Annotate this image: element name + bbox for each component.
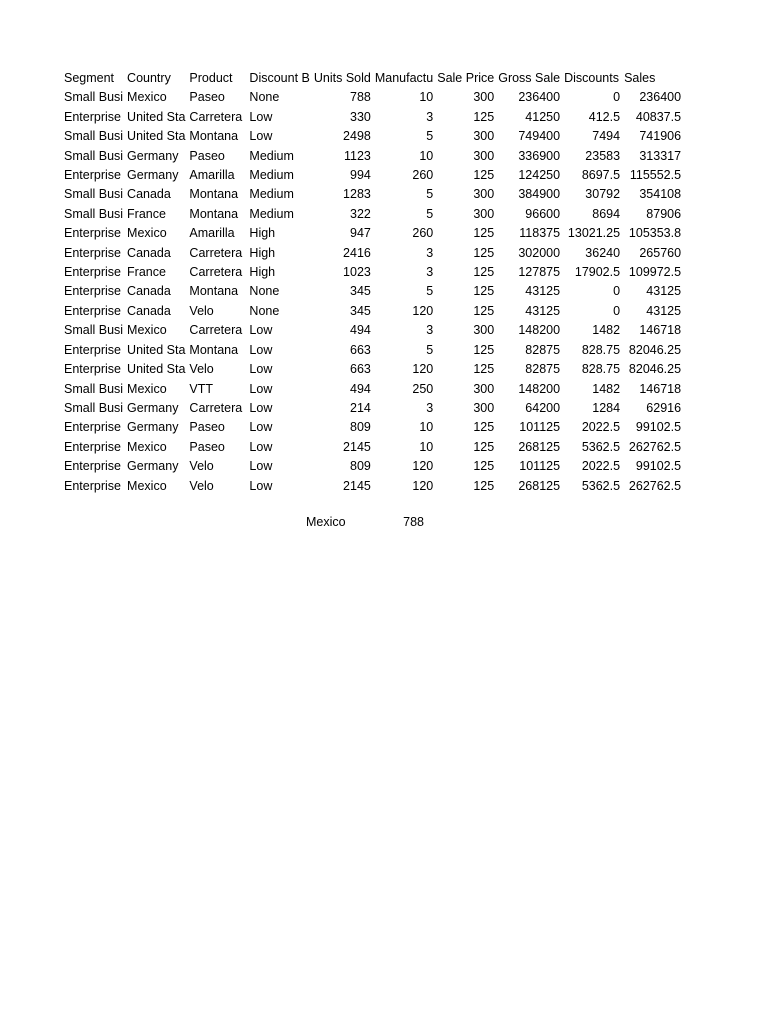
cell-country[interactable]: Canada xyxy=(127,187,171,202)
cell-sales[interactable]: 262762.5 xyxy=(628,478,682,493)
cell-units-sold[interactable]: 788 xyxy=(350,90,371,105)
cell-gross-sales[interactable]: 118375 xyxy=(519,226,561,241)
table-row xyxy=(62,321,683,340)
cell-country[interactable]: United Sta xyxy=(127,342,186,357)
cell-country[interactable]: United Sta xyxy=(127,362,186,377)
cell-segment[interactable]: Small Busi xyxy=(64,148,124,163)
cell-sales[interactable]: 99102.5 xyxy=(635,459,682,474)
cell-sale-price[interactable]: 300 xyxy=(473,129,495,144)
cell-gross-sales[interactable]: 268125 xyxy=(518,439,561,454)
table-row xyxy=(62,244,683,263)
cell-discount-band[interactable]: Low xyxy=(249,439,273,454)
cell-sale-price[interactable]: 125 xyxy=(473,303,495,318)
cell-country[interactable]: United Sta xyxy=(127,129,186,144)
cell-product[interactable]: Velo xyxy=(189,478,214,493)
cell-sale-price[interactable]: 125 xyxy=(473,109,495,124)
cell-gross-sales[interactable]: 43125 xyxy=(525,284,561,299)
cell-sale-price[interactable]: 125 xyxy=(473,226,495,241)
cell-gross-sales[interactable]: 82875 xyxy=(525,342,561,357)
cell-sale-price[interactable]: 125 xyxy=(473,420,495,435)
cell-segment[interactable]: Small Busi xyxy=(64,90,124,105)
cell-units-sold[interactable]: 2416 xyxy=(343,245,371,260)
cell-product[interactable]: Montana xyxy=(189,129,239,144)
cell-product[interactable]: Paseo xyxy=(189,439,225,454)
cell-discount-band[interactable]: Low xyxy=(249,459,273,474)
cell-gross-sales[interactable]: 384900 xyxy=(518,187,561,202)
cell-country[interactable]: Canada xyxy=(127,303,171,318)
cell-manufacturing-price[interactable]: 10 xyxy=(419,148,434,163)
cell-manufacturing-price[interactable]: 3 xyxy=(426,245,434,260)
table-row xyxy=(62,341,683,360)
table-row xyxy=(62,418,683,437)
cell-country[interactable]: Germany xyxy=(127,168,179,183)
cell-discount-band[interactable]: High xyxy=(249,226,276,241)
cell-discount-band[interactable]: Low xyxy=(249,381,273,396)
cell-discounts[interactable]: 13021.25 xyxy=(567,226,621,241)
cell-product[interactable]: Velo xyxy=(189,459,214,474)
cell-discounts[interactable]: 5362.5 xyxy=(581,478,621,493)
cell-sale-price[interactable]: 300 xyxy=(473,323,495,338)
cell-units-sold[interactable]: 1123 xyxy=(343,148,371,163)
cell-sales[interactable]: 43125 xyxy=(646,284,682,299)
cell-discounts[interactable]: 8694 xyxy=(592,206,621,221)
cell-manufacturing-price[interactable]: 5 xyxy=(426,342,434,357)
cell-sale-price[interactable]: 300 xyxy=(473,187,495,202)
cell-sales[interactable]: 40837.5 xyxy=(635,109,682,124)
cell-product[interactable]: Montana xyxy=(189,342,239,357)
cell-sales[interactable]: 236400 xyxy=(639,90,682,105)
cell-discount-band[interactable]: Medium xyxy=(249,187,294,202)
cell-sales[interactable]: 62916 xyxy=(646,400,682,415)
table-row xyxy=(62,166,683,185)
cell-discount-band[interactable]: Low xyxy=(249,323,273,338)
header-units-sold[interactable]: Units Sold xyxy=(313,71,371,85)
cell-units-sold[interactable]: 345 xyxy=(350,284,371,299)
cell-product[interactable]: Paseo xyxy=(189,148,225,163)
header-manufacturing-price[interactable]: Manufactu xyxy=(374,71,434,85)
header-discount-band[interactable]: Discount B xyxy=(249,71,310,85)
cell-sales[interactable]: 99102.5 xyxy=(635,420,682,435)
cell-units-sold[interactable]: 322 xyxy=(350,206,371,221)
cell-units-sold[interactable]: 663 xyxy=(350,362,371,377)
cell-units-sold[interactable]: 2145 xyxy=(343,439,371,454)
cell-sale-price[interactable]: 300 xyxy=(473,148,495,163)
cell-discounts[interactable]: 2022.5 xyxy=(581,459,621,474)
cell-discount-band[interactable]: Low xyxy=(249,400,273,415)
header-sales[interactable]: Sales xyxy=(624,71,656,85)
cell-gross-sales[interactable]: 96600 xyxy=(525,206,561,221)
cell-discounts[interactable]: 5362.5 xyxy=(581,439,621,454)
cell-discount-band[interactable]: Medium xyxy=(249,148,294,163)
cell-units-sold[interactable]: 2145 xyxy=(343,478,371,493)
cell-sale-price[interactable]: 125 xyxy=(473,168,495,183)
cell-manufacturing-price[interactable]: 10 xyxy=(419,420,434,435)
table-row xyxy=(62,457,683,476)
cell-discounts[interactable]: 1482 xyxy=(592,381,621,396)
cell-product[interactable]: Amarilla xyxy=(189,226,235,241)
cell-country[interactable]: United Sta xyxy=(127,109,186,124)
cell-discounts[interactable]: 0 xyxy=(613,303,621,318)
cell-sale-price[interactable]: 300 xyxy=(473,381,495,396)
cell-segment[interactable]: Small Busi xyxy=(64,187,124,202)
cell-discount-band[interactable]: None xyxy=(249,90,280,105)
cell-country[interactable]: Germany xyxy=(127,148,179,163)
cell-manufacturing-price[interactable]: 5 xyxy=(426,129,434,144)
cell-segment[interactable]: Enterprise xyxy=(64,439,121,454)
cell-segment[interactable]: Small Busi xyxy=(64,323,124,338)
cell-units-sold[interactable]: 1023 xyxy=(343,265,371,280)
cell-country[interactable]: Mexico xyxy=(127,381,167,396)
cell-sales[interactable]: 741906 xyxy=(639,129,682,144)
cell-sale-price[interactable]: 125 xyxy=(473,284,495,299)
cell-segment[interactable]: Enterprise xyxy=(64,478,121,493)
table-row xyxy=(62,185,683,204)
cell-discount-band[interactable]: High xyxy=(249,265,276,280)
cell-segment[interactable]: Small Busi xyxy=(64,129,124,144)
table-row xyxy=(62,380,683,399)
cell-discounts[interactable]: 8697.5 xyxy=(581,168,621,183)
cell-discounts[interactable]: 30792 xyxy=(585,187,621,202)
table-row xyxy=(62,224,683,243)
cell-segment[interactable]: Small Busi xyxy=(64,400,124,415)
cell-country[interactable]: Mexico xyxy=(127,90,167,105)
cell-country[interactable]: Canada xyxy=(127,284,171,299)
cell-units-sold[interactable]: 809 xyxy=(350,420,371,435)
cell-sales[interactable]: 82046.25 xyxy=(628,362,682,377)
cell-country[interactable]: Mexico xyxy=(127,478,167,493)
cell-sale-price[interactable]: 125 xyxy=(473,245,495,260)
cell-country[interactable]: Mexico xyxy=(127,439,167,454)
cell-manufacturing-price[interactable]: 5 xyxy=(426,284,434,299)
header-discounts[interactable]: Discounts xyxy=(564,71,619,85)
cell-segment[interactable]: Enterprise xyxy=(64,459,121,474)
cell-units-sold[interactable]: 494 xyxy=(350,323,371,338)
cell-segment[interactable]: Enterprise xyxy=(64,226,121,241)
cell-sales[interactable]: 82046.25 xyxy=(628,342,682,357)
table-row xyxy=(62,438,683,457)
cell-units-sold[interactable]: 994 xyxy=(350,168,371,183)
cell-discount-band[interactable]: High xyxy=(249,245,276,260)
cell-manufacturing-price[interactable]: 120 xyxy=(412,303,434,318)
cell-discounts[interactable]: 17902.5 xyxy=(574,265,621,280)
cell-manufacturing-price[interactable]: 5 xyxy=(426,187,434,202)
cell-sales[interactable]: 105353.8 xyxy=(628,226,682,241)
cell-sale-price[interactable]: 300 xyxy=(473,400,495,415)
cell-discount-band[interactable]: None xyxy=(249,284,280,299)
cell-discount-band[interactable]: Low xyxy=(249,129,273,144)
cell-discounts[interactable]: 2022.5 xyxy=(581,420,621,435)
cell-discount-band[interactable]: Low xyxy=(249,362,273,377)
cell-discounts[interactable]: 0 xyxy=(613,90,621,105)
cell-discount-band[interactable]: Medium xyxy=(249,206,294,221)
header-row xyxy=(62,69,683,88)
cell-discounts[interactable]: 7494 xyxy=(592,129,621,144)
cell-gross-sales[interactable]: 148200 xyxy=(518,381,561,396)
cell-discounts[interactable]: 412.5 xyxy=(588,109,621,124)
cell-sales[interactable]: 354108 xyxy=(639,187,682,202)
table-row xyxy=(62,127,683,146)
cell-discounts[interactable]: 828.75 xyxy=(581,342,621,357)
cell-discounts[interactable]: 36240 xyxy=(585,245,621,260)
cell-discounts[interactable]: 1482 xyxy=(592,323,621,338)
cell-manufacturing-price[interactable]: 5 xyxy=(426,206,434,221)
cell-product[interactable]: Montana xyxy=(189,187,239,202)
cell-units-sold[interactable]: 330 xyxy=(350,109,371,124)
cell-country[interactable]: Mexico xyxy=(127,226,167,241)
cell-discounts[interactable]: 828.75 xyxy=(581,362,621,377)
cell-product[interactable]: Amarilla xyxy=(189,168,235,183)
cell-product[interactable]: Carretera xyxy=(189,245,243,260)
cell-manufacturing-price[interactable]: 10 xyxy=(419,439,434,454)
cell-sales[interactable]: 109972.5 xyxy=(628,265,682,280)
cell-sale-price[interactable]: 125 xyxy=(473,478,495,493)
cell-country[interactable]: Germany xyxy=(127,420,179,435)
cell-sale-price[interactable]: 125 xyxy=(473,342,495,357)
cell-discount-band[interactable]: Low xyxy=(249,420,273,435)
cell-manufacturing-price[interactable]: 120 xyxy=(412,459,434,474)
cell-discount-band[interactable]: Low xyxy=(249,109,273,124)
lookup-country-cell[interactable]: Mexico xyxy=(306,515,346,529)
table-row xyxy=(62,282,683,301)
cell-gross-sales[interactable]: 302000 xyxy=(518,245,561,260)
cell-units-sold[interactable]: 494 xyxy=(350,381,371,396)
cell-gross-sales[interactable]: 336900 xyxy=(518,148,561,163)
cell-product[interactable]: VTT xyxy=(189,381,214,396)
cell-discounts[interactable]: 23583 xyxy=(585,148,621,163)
cell-sales[interactable]: 265760 xyxy=(639,245,682,260)
cell-gross-sales[interactable]: 268125 xyxy=(518,478,561,493)
cell-sales[interactable]: 146718 xyxy=(639,323,682,338)
cell-sale-price[interactable]: 125 xyxy=(473,459,495,474)
header-segment[interactable]: Segment xyxy=(64,71,115,85)
cell-country[interactable]: Canada xyxy=(127,245,171,260)
cell-segment[interactable]: Small Busi xyxy=(64,206,124,221)
sheet-area xyxy=(62,69,683,496)
cell-segment[interactable]: Enterprise xyxy=(64,342,121,357)
header-product[interactable]: Product xyxy=(189,71,233,85)
header-sale-price[interactable]: Sale Price xyxy=(437,71,495,85)
table-row xyxy=(62,399,683,418)
cell-gross-sales[interactable]: 236400 xyxy=(518,90,561,105)
table-row xyxy=(62,108,683,127)
cell-manufacturing-price[interactable]: 260 xyxy=(412,226,434,241)
cell-country[interactable]: France xyxy=(127,265,166,280)
cell-gross-sales[interactable]: 101125 xyxy=(519,420,561,435)
cell-manufacturing-price[interactable]: 260 xyxy=(412,168,434,183)
cell-manufacturing-price[interactable]: 3 xyxy=(426,400,434,415)
cell-gross-sales[interactable]: 148200 xyxy=(518,323,561,338)
cell-sales[interactable]: 115552.5 xyxy=(629,168,682,183)
cell-segment[interactable]: Enterprise xyxy=(64,245,121,260)
cell-units-sold[interactable]: 947 xyxy=(350,226,371,241)
cell-discounts[interactable]: 0 xyxy=(613,284,621,299)
table-row xyxy=(62,88,683,107)
cell-segment[interactable]: Small Busi xyxy=(64,381,124,396)
cell-sales[interactable]: 43125 xyxy=(646,303,682,318)
cell-manufacturing-price[interactable]: 3 xyxy=(426,109,434,124)
cell-product[interactable]: Carretera xyxy=(189,265,243,280)
cell-product[interactable]: Carretera xyxy=(189,323,243,338)
cell-manufacturing-price[interactable]: 120 xyxy=(412,362,434,377)
table-row xyxy=(62,263,683,282)
cell-units-sold[interactable]: 1283 xyxy=(343,187,371,202)
cell-sale-price[interactable]: 300 xyxy=(473,206,495,221)
cell-sales[interactable]: 313317 xyxy=(639,148,682,163)
cell-discounts[interactable]: 1284 xyxy=(592,400,621,415)
cell-units-sold[interactable]: 809 xyxy=(350,459,371,474)
cell-segment[interactable]: Enterprise xyxy=(64,420,121,435)
cell-gross-sales[interactable]: 64200 xyxy=(525,400,561,415)
cell-product[interactable]: Velo xyxy=(189,362,214,377)
cell-gross-sales[interactable]: 43125 xyxy=(525,303,561,318)
cell-country[interactable]: Germany xyxy=(127,459,179,474)
cell-sales[interactable]: 146718 xyxy=(639,381,682,396)
cell-discount-band[interactable]: Low xyxy=(249,478,273,493)
cell-segment[interactable]: Enterprise xyxy=(64,303,121,318)
cell-country[interactable]: France xyxy=(127,206,166,221)
cell-segment[interactable]: Enterprise xyxy=(64,168,121,183)
cell-units-sold[interactable]: 214 xyxy=(350,400,371,415)
cell-segment[interactable]: Enterprise xyxy=(64,265,121,280)
cell-discount-band[interactable]: Medium xyxy=(249,168,294,183)
cell-gross-sales[interactable]: 82875 xyxy=(525,362,561,377)
cell-units-sold[interactable]: 2498 xyxy=(343,129,371,144)
cell-product[interactable]: Velo xyxy=(189,303,214,318)
cell-discount-band[interactable]: Low xyxy=(249,342,273,357)
cell-sale-price[interactable]: 300 xyxy=(473,90,495,105)
cell-manufacturing-price[interactable]: 250 xyxy=(412,381,434,396)
cell-sales[interactable]: 87906 xyxy=(646,206,682,221)
cell-manufacturing-price[interactable]: 3 xyxy=(426,323,434,338)
cell-gross-sales[interactable]: 127875 xyxy=(518,265,561,280)
cell-product[interactable]: Montana xyxy=(189,284,239,299)
cell-sale-price[interactable]: 125 xyxy=(473,265,495,280)
cell-units-sold[interactable]: 663 xyxy=(350,342,371,357)
cell-sale-price[interactable]: 125 xyxy=(473,362,495,377)
cell-product[interactable]: Paseo xyxy=(189,420,225,435)
cell-manufacturing-price[interactable]: 10 xyxy=(419,90,434,105)
cell-units-sold[interactable]: 345 xyxy=(350,303,371,318)
table-row xyxy=(62,477,683,496)
cell-discount-band[interactable]: None xyxy=(249,303,280,318)
cell-sales[interactable]: 262762.5 xyxy=(628,439,682,454)
cell-product[interactable]: Carretera xyxy=(189,109,243,124)
table-row xyxy=(62,360,683,379)
cell-gross-sales[interactable]: 101125 xyxy=(519,459,561,474)
cell-manufacturing-price[interactable]: 120 xyxy=(412,478,434,493)
header-gross-sales[interactable]: Gross Sale xyxy=(498,71,561,85)
cell-gross-sales[interactable]: 749400 xyxy=(518,129,561,144)
cell-segment[interactable]: Enterprise xyxy=(64,284,121,299)
cell-segment[interactable]: Enterprise xyxy=(64,109,121,124)
cell-sale-price[interactable]: 125 xyxy=(473,439,495,454)
cell-product[interactable]: Paseo xyxy=(189,90,225,105)
cell-segment[interactable]: Enterprise xyxy=(64,362,121,377)
cell-product[interactable]: Carretera xyxy=(189,400,243,415)
table-body xyxy=(62,88,683,496)
cell-gross-sales[interactable]: 41250 xyxy=(525,109,561,124)
table-row xyxy=(62,205,683,224)
data-table xyxy=(62,69,683,496)
cell-manufacturing-price[interactable]: 3 xyxy=(426,265,434,280)
cell-gross-sales[interactable]: 124250 xyxy=(518,168,561,183)
header-country[interactable]: Country xyxy=(127,71,171,85)
cell-country[interactable]: Mexico xyxy=(127,323,167,338)
table-row xyxy=(62,147,683,166)
lookup-units-cell[interactable]: 788 xyxy=(403,515,424,529)
table-row xyxy=(62,302,683,321)
cell-country[interactable]: Germany xyxy=(127,400,179,415)
cell-product[interactable]: Montana xyxy=(189,206,239,221)
